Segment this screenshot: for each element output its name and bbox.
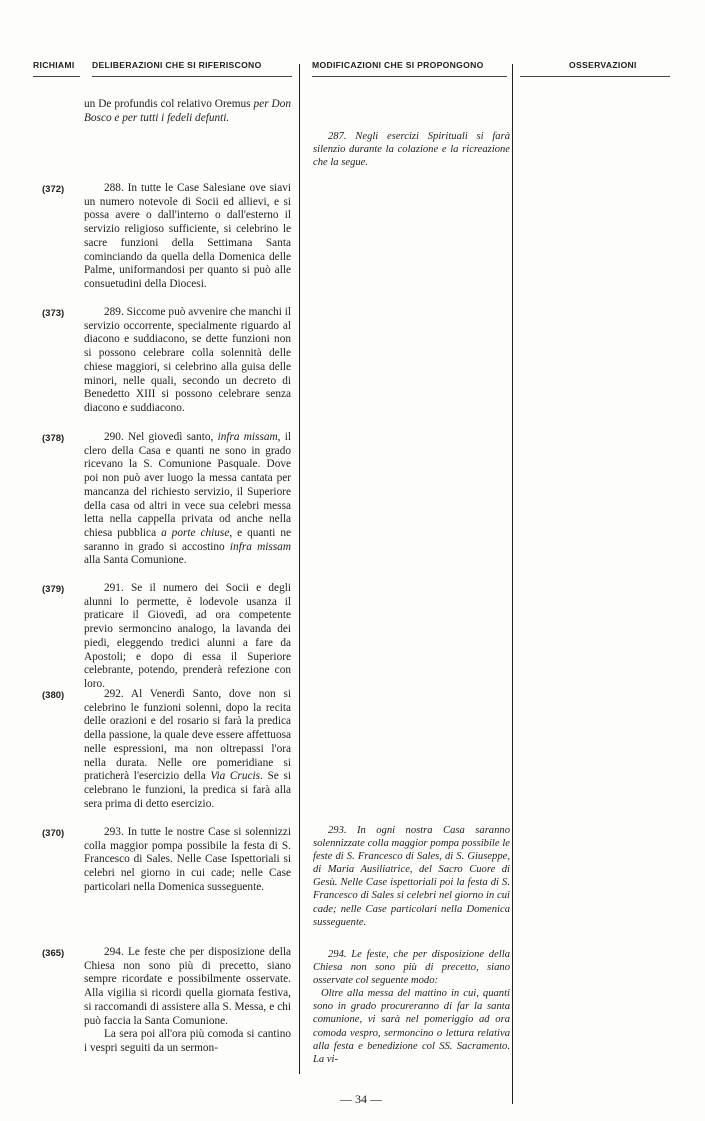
header-rule-modificazioni bbox=[312, 76, 507, 77]
reference-number: (365) bbox=[42, 948, 65, 959]
paragraph-continuation: un De profundis col relativo Oremus per Don Bosco e per tutti i fedeli defunti. bbox=[84, 98, 291, 124]
reference-number: (372) bbox=[42, 184, 65, 195]
paragraph-290: 290. Nel giovedì santo, infra missam, il clero della Casa e quanti ne sono in grado ricevano la S. Comunione Pasquale. Dove poi non può aver luogo la messa cantata per mancanza del richiesto servizio, il Superiore della casa od altri in vece sua celebri messa letta nella cappella privata od anche nella chiesa pubblica a porte chiuse, e quanti ne saranno in grado si accostino infra missam alla Santa Comunione. bbox=[84, 431, 292, 567]
reference-number: (378) bbox=[42, 433, 65, 444]
reference-number: (370) bbox=[42, 828, 65, 839]
column-divider-2 bbox=[512, 64, 513, 1104]
paragraph-292: 292. Al Venerdì Santo, dove non si celebrino le funzioni solenni, dopo la recita delle orazioni e del rosario si farà la predica della passione, la quale deve essere affettuosa nelle espressioni, ma non oltrepassi l'ora nella durata. Nelle ore pomeridiane si praticherà l'esercizio della Via Crucis. Se si celebrano le funzioni, la predica si farà alla sera prima di detto esercizio. bbox=[84, 688, 291, 810]
header-modificazioni: MODIFICAZIONI CHE SI PROPONGONO bbox=[312, 60, 484, 70]
header-deliberazioni: DELIBERAZIONI CHE SI RIFERISCONO bbox=[92, 60, 262, 70]
header-rule-richiami bbox=[33, 76, 80, 77]
reference-number: (380) bbox=[42, 690, 65, 701]
modification-293: 293. In ogni nostra Casa saranno solennizzate colla maggior pompa possibile le feste di S. Francesco di Sales, di S. Giuseppe, di Maria Ausiliatrice, del Sacro Cuore di Gesù. Nelle Case ispettoriali poi la festa di S. Francesco di Sales si celebri nel giorno in cui cade; nelle Case particolari nella Domenica susseguente. bbox=[313, 825, 510, 928]
header-richiami: RICHIAMI bbox=[33, 60, 75, 70]
reference-number: (373) bbox=[42, 308, 65, 319]
header-rule-osservazioni bbox=[520, 76, 670, 77]
paragraph-294: 294. Le feste che per disposizione della Chiesa non sono più di precetto, siano sempre ricordate e possibilmente osservate. Alla vigilia si ricordi quella giornata festiva, si raccomandi di assistere alla S. Messa, e chi può faccia la Santa Comunione. La sera poi all'ora più comoda si cantino i vespri seguiti da un sermon- bbox=[84, 946, 291, 1054]
header-rule-deliberazioni bbox=[92, 76, 292, 77]
modification-287: 287. Negli esercizi Spirituali si farà silenzio durante la colazione e la ricreazione che la segue. bbox=[313, 131, 510, 169]
paragraph-288: 288. In tutte le Case Salesiane ove siavi un numero notevole di Socii ed allievi, e si possa avere o dall'interno o dall'esterno il servizio religioso sufficiente, si celebrino le sacre funzioni della Settimana Santa cominciando da quella della Domenica delle Palme, uniformandosi per quanto si può alle consuetudini della Diocesi. bbox=[84, 182, 291, 290]
header-osservazioni: OSSERVAZIONI bbox=[569, 60, 637, 70]
page-number: — 34 — bbox=[340, 1092, 382, 1106]
column-divider-1 bbox=[299, 64, 300, 1074]
paragraph-291: 291. Se il numero dei Socii e degli alunni lo permette, è lodevole usanza il praticare il Giovedì, ad ora competente previo sermoncino analogo, la lavanda dei piedi, eleggendo tredici alunni a fare da Apostoli; e dopo di essa il Superiore celebrante, potendo, prenderà refezione con loro. bbox=[84, 582, 291, 690]
paragraph-293: 293. In tutte le nostre Case si solennizzi colla maggior pompa possibile la festa di S. Francesco di Sales. Nelle Case Ispettoriali si celebri nel giorno in cui cade; nelle Case particolari nella Domenica susseguente. bbox=[84, 826, 291, 893]
reference-number: (379) bbox=[42, 584, 65, 595]
modification-294: 294. Le feste, che per disposizione della Chiesa non sono più di precetto, siano osservate col seguente modo: Oltre alla messa del mattino in cui, quanti sono in grado procureranno di far la santa comunione, vi sarà nel pomeriggio ad ora comoda vespro, sermoncino o lettura relativa alla festa e benedizione col SS. Sacramento. La vi- bbox=[313, 949, 510, 1065]
paragraph-289: 289. Siccome può avvenire che manchi il servizio occorrente, specialmente riguardo al diacono e suddiacono, se dette funzioni non si possono celebrare colla solennità delle chiese maggiori, si celebrino alla guisa delle minori, nelle quali, secondo un decreto di Benedetto XIII si possono celebrare senza diacono e suddiacono. bbox=[84, 306, 291, 414]
